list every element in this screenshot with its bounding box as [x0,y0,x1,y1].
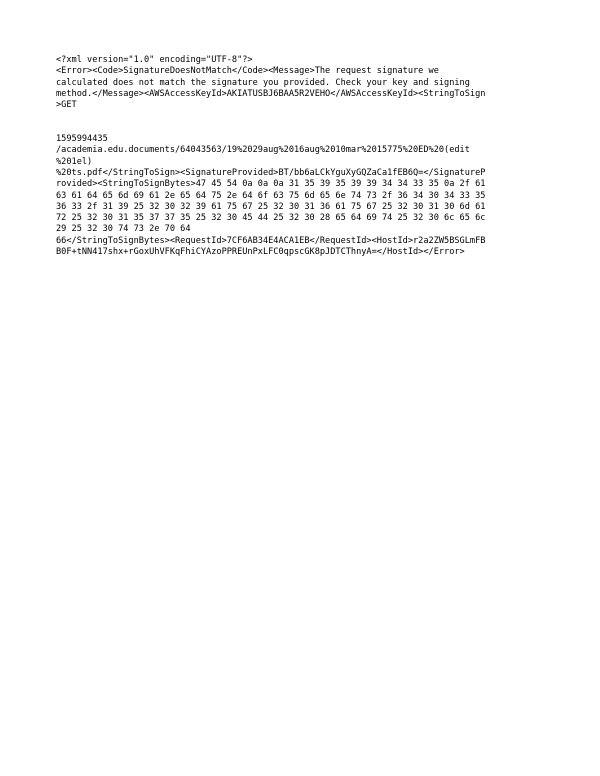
text-line: <Error><Code>SignatureDoesNotMatch</Code><Message>The request signature we [56,66,439,77]
text-line: 66</StringToSignBytes><RequestId>7CF6AB34E4ACA1EB</RequestId><HostId>r2a2ZW5BSGLmFB [56,235,486,246]
text-line: <?xml version="1.0" encoding="UTF-8"?> [56,55,253,65]
text-line: 29 25 32 30 74 73 2e 70 64 [56,224,191,235]
text-line: /academia.edu.documents/64043563/19%2029aug%2016aug%2010mar%2015775%20ED%20(edit [56,145,470,156]
text-line [56,123,556,134]
text-line: rovided><StringToSignBytes>47 45 54 0a 0a 0a 31 35 39 35 39 39 34 34 33 35 0a 2f 61 [56,179,486,190]
text-line: calculated does not match the signature you provided. Check your key and signing [56,77,470,88]
text-line: >GET [56,100,77,111]
text-line: method.</Message><AWSAccessKeyId>AKIATUSBJ6BAA5R2VEHO</AWSAccessKeyId><StringToSign [56,88,486,99]
text-line [56,111,556,122]
text-line: 72 25 32 30 31 35 37 37 35 25 32 30 45 44 25 32 30 28 65 64 69 74 25 32 30 6c 65 6c [56,213,486,224]
text-line: B0F+tNN417shx+rGoxUhVFKqFhiCYAzoPPREUnPxLFC0qpscGK8pJDTCThnyA=</HostId></Error> [56,247,465,258]
xml-error-response [56,55,556,258]
text-line: %20ts.pdf</StringToSign><SignatureProvided>BT/bb6aLCkYguXyGQZaCa1fEB6Q=</SignatureP [56,167,486,178]
text-line: %201el) [56,156,93,167]
text-line: 63 61 64 65 6d 69 61 2e 65 64 75 2e 64 6f 63 75 6d 65 6e 74 73 2f 36 34 30 34 33 35 [56,190,486,201]
text-line: 36 33 2f 31 39 25 32 30 32 39 61 75 67 25 32 30 31 36 61 75 67 25 32 30 31 30 6d 61 [56,201,486,212]
text-line: 1595994435 [56,134,108,145]
